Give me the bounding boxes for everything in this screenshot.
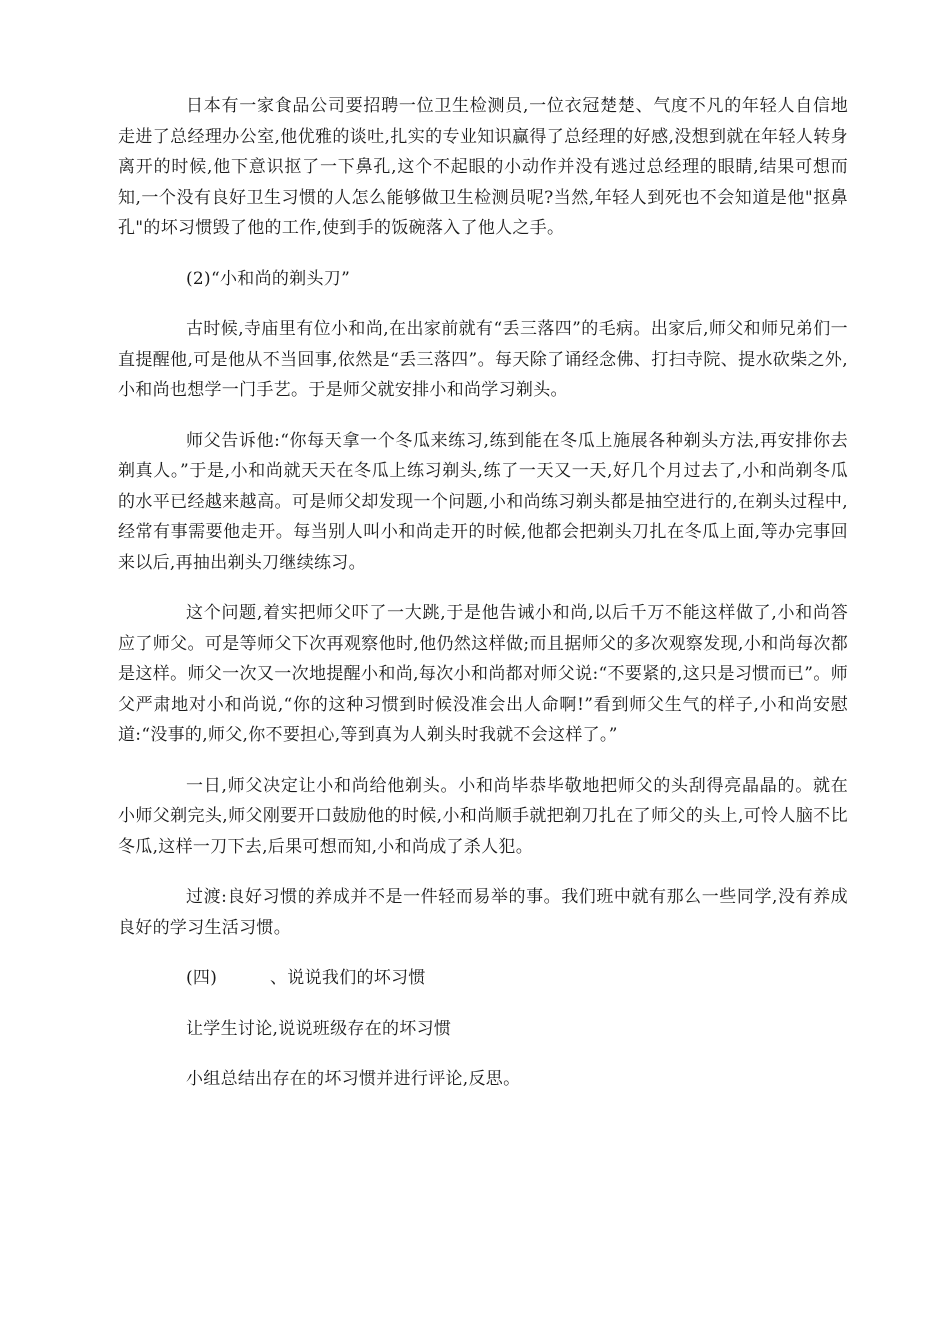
paragraph-transition: 过渡:良好习惯的养成并不是一件轻而易举的事。我们班中就有那么一些同学,没有养成良好的学习生活习惯。 [118, 887, 848, 938]
section-title: 、说说我们的坏习惯 [270, 968, 426, 988]
paragraph-master-warning: 这个问题,着实把师父吓了一大跳,于是他告诫小和尚,以后千万不能这样做了,小和尚答应了师父。可是等师父下次再观察他时,他仍然这样做;而且据师父的多次观察发现,小和尚每次都是这样。师父一次又一次地提醒小和尚,每次小和尚都对师父说:“不要紧的,这只是习惯而已”。师父严肃地对小和尚说,“你的这种习惯到时候没准会出人命啊!”看到师父生气的样子,小和尚安慰道:“没事的,师父,你不要担心,等到真为人剃头时我就不会这样了。” [118, 603, 848, 745]
section-heading [118, 963, 848, 994]
paragraph-job-interview-story: 日本有一家食品公司要招聘一位卫生检测员,一位衣冠楚楚、气度不凡的年轻人自信地走进了总经理办公室,他优雅的谈吐,扎实的专业知识赢得了总经理的好感,没想到就在年轻人转身离开的时候,他下意识抠了一下鼻孔,这个不起眼的小动作并没有逃过总经理的眼睛,结果可想而知,一个没有良好卫生习惯的人怎么能够做卫生检测员呢?当然,年轻人到死也不会知道是他"抠鼻孔"的坏习惯毁了他的工作,使到手的饭碗落入了他人之手。 [118, 96, 848, 238]
story-subtitle: (2)“小和尚的剃头刀” [186, 268, 351, 289]
paragraph-monk-intro: 古时候,寺庙里有位小和尚,在出家前就有“丢三落四”的毛病。出家后,师父和师兄弟们一直提醒他,可是他从不当回事,依然是“丢三落四”。每天除了诵经念佛、打扫寺院、提水砍柴之外,小和尚也想学一门手艺。于是师父就安排小和尚学习剃头。 [118, 319, 848, 400]
paragraph-monk-practice: 师父告诉他:“你每天拿一个冬瓜来练习,练到能在冬瓜上施展各种剃头方法,再安排你去剃真人。”于是,小和尚就天天在冬瓜上练习剃头,练了一天又一天,好几个月过去了,小和尚剃冬瓜的水平已经越来越高。可是师父却发现一个问题,小和尚练习剃头都是抽空进行的,在剃头过程中,经常有事需要他走开。每当别人叫小和尚走开的时候,他都会把剃头刀扎在冬瓜上面,等办完事回来以后,再抽出剃头刀继续练习。 [118, 430, 848, 573]
paragraph-summary-instruction: 小组总结出存在的坏习惯并进行评论,反思。 [186, 1069, 521, 1089]
paragraph-discussion-instruction: 让学生讨论,说说班级存在的坏习惯 [186, 1018, 452, 1039]
document-body [118, 91, 848, 1115]
section-number: (四) [186, 968, 218, 988]
paragraph-monk-outcome: 一日,师父决定让小和尚给他剃头。小和尚毕恭毕敬地把师父的头刮得亮晶晶的。就在小师父剃完头,师父刚要开口鼓励他的时候,小和尚顺手就把剃刀扎在了师父的头上,可怜人脑不比冬瓜,这样一刀下去,后果可想而知,小和尚成了杀人犯。 [118, 775, 848, 857]
